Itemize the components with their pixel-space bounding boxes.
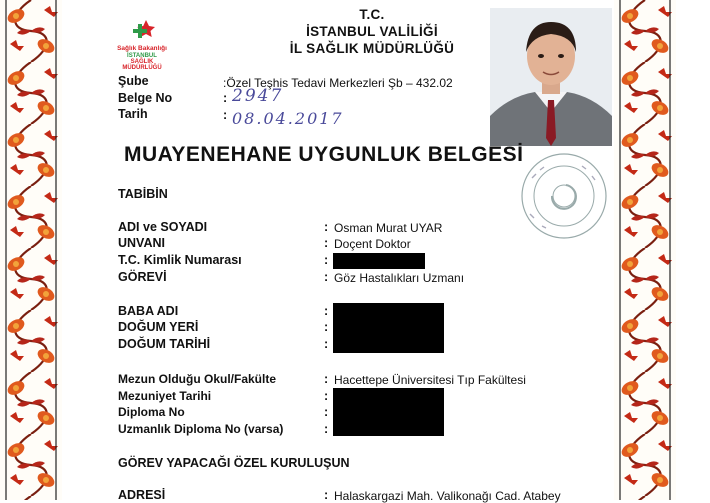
document-body [62,0,614,503]
gorevi-value: Göz Hastalıkları Uzmanı [334,271,465,285]
dogum-tarihi-colon: : [324,337,329,351]
mezun-okul-value: Hacettepe Üniversitesi Tıp Fakültesi [334,373,526,387]
tarih-value: 08.04.2017 [232,109,344,128]
unvan-label: UNVANI [118,236,165,250]
adi-soyadi-value: Osman Murat UYAR [334,221,443,235]
unvan-colon: : [324,236,329,250]
mezuniyet-tarihi-colon: : [324,389,329,403]
dogum-yeri-label: DOĞUM YERİ [118,320,199,334]
mezun-okul-colon: : [324,372,329,386]
logo-text-mudurluk: MÜDÜRLÜĞÜ [122,65,162,71]
adi-soyadi-label: ADI ve SOYADI [118,220,208,234]
uzmanlik-diploma-colon: : [324,422,329,436]
belge-no-label: Belge No [118,91,173,105]
portrait-photo [490,8,612,146]
belge-no-value: 2947 [232,86,284,106]
tarih-label: Tarih [118,107,148,121]
adi-soyadi-colon: : [324,220,329,234]
unvan-value: Doçent Doktor [334,237,411,251]
mezun-okul-label: Mezun Olduğu Okul/Fakülte [118,372,277,386]
redacted-personal-info [333,303,444,353]
section-kurulus: GÖREV YAPACAĞI ÖZEL KURULUŞUN [118,456,350,470]
sube-value: :Özel Teşhis Tedavi Merkezleri Şb – 432.02 [223,76,453,90]
ornamental-border-right [614,0,676,500]
adresi-label: ADRESİ [118,488,166,502]
logo-text-city: İSTANBUL [127,53,157,59]
document-title: MUAYENEHANE UYGUNLUK BELGESİ [124,143,524,166]
adresi-colon: : [324,488,329,502]
uzmanlik-diploma-label: Uzmanlık Diploma No (varsa) [118,422,284,436]
mezuniyet-tarihi-label: Mezuniyet Tarihi [118,389,212,403]
belge-no-colon: : [223,91,228,105]
tarih-colon: : [223,108,228,122]
sube-label: Şube [118,74,149,88]
logo-text-saglik: SAĞLIK [130,59,154,65]
section-tabib: TABİBİN [118,187,168,201]
adresi-value: Halaskargazi Mah. Valikonağı Cad. Atabey [334,489,561,503]
baba-adi-label: BABA ADI [118,304,179,318]
header-mudurluk: İL SAĞLIK MÜDÜRLÜĞÜ [289,41,455,56]
dogum-yeri-colon: : [324,320,329,334]
baba-adi-colon: : [324,304,329,318]
dogum-tarihi-label: DOĞUM TARİHİ [118,337,211,351]
tc-kimlik-label: T.C. Kimlik Numarası [118,253,242,267]
gorevi-label: GÖREVİ [118,270,167,284]
gorevi-colon: : [324,270,329,284]
logo-text-ministry: Sağlık Bakanlığı [117,45,167,52]
diploma-no-label: Diploma No [118,405,185,419]
header-tc: T.C. [359,7,385,22]
ornamental-border-left [0,0,62,500]
tc-kimlik-colon: : [324,253,329,267]
redacted-tc-kimlik [333,253,425,269]
header-valilik: İSTANBUL VALİLİĞİ [306,24,438,39]
diploma-no-colon: : [324,405,329,419]
redacted-diploma-info [333,388,444,436]
